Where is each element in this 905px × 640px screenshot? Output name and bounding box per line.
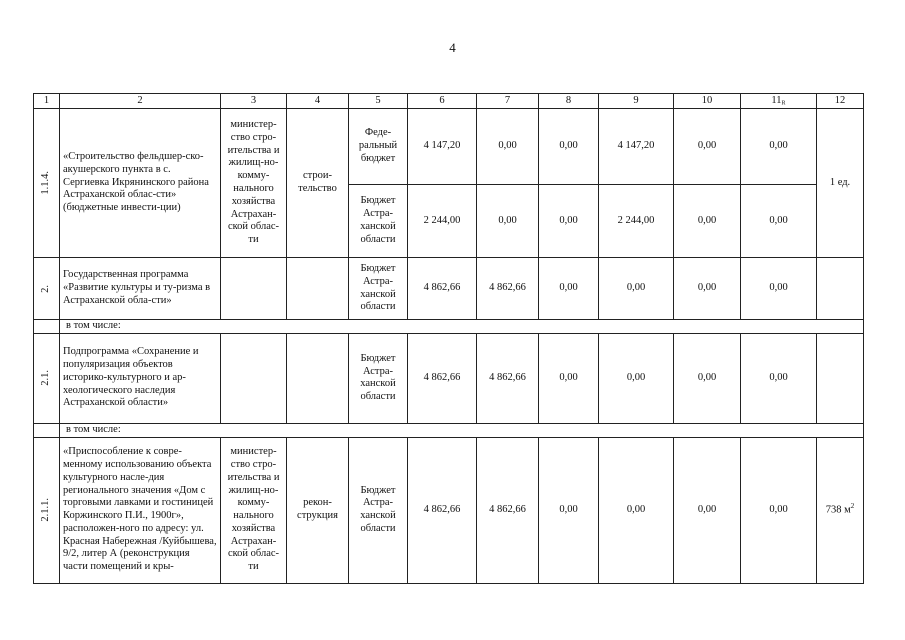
row-source: Бюджет Астра-ханской области bbox=[349, 185, 408, 258]
row-source: Феде-ральный бюджет bbox=[349, 109, 408, 185]
row-work-type: рекон-струкция bbox=[287, 437, 349, 583]
value-cell: 0,00 bbox=[539, 185, 599, 258]
row-source: Бюджет Астра-ханской области bbox=[349, 258, 408, 320]
row-source: Бюджет Астра-ханской области bbox=[349, 333, 408, 423]
value-cell: 0,00 bbox=[674, 333, 741, 423]
row-name: Подпрограмма «Сохранение и популяризация объектов историко-культурного и ар-хеологического наследия Астраханской области» bbox=[60, 333, 221, 423]
value-cell: 4 862,66 bbox=[477, 333, 539, 423]
header-cell: 6 bbox=[408, 94, 477, 109]
row-result-unit-power: 2 bbox=[850, 502, 855, 511]
header-cell bbox=[741, 94, 817, 109]
table-row bbox=[34, 423, 864, 437]
row-number-cell bbox=[34, 258, 60, 320]
value-cell: 0,00 bbox=[599, 258, 674, 320]
value-cell: 0,00 bbox=[674, 258, 741, 320]
value-cell: 0,00 bbox=[741, 333, 817, 423]
table-row bbox=[34, 109, 864, 185]
empty-cell bbox=[34, 320, 60, 334]
empty-cell bbox=[817, 333, 864, 423]
header-cell: 9 bbox=[599, 94, 674, 109]
empty-cell bbox=[287, 258, 349, 320]
empty-cell bbox=[221, 333, 287, 423]
value-cell: 2 244,00 bbox=[599, 185, 674, 258]
value-cell: 4 862,66 bbox=[408, 258, 477, 320]
table-row bbox=[34, 333, 864, 423]
empty-cell bbox=[287, 333, 349, 423]
row-result: 1 ед. bbox=[817, 109, 864, 258]
header-mark: R bbox=[781, 100, 786, 107]
value-cell: 0,00 bbox=[741, 437, 817, 583]
header-cell: 4 bbox=[287, 94, 349, 109]
value-cell: 2 244,00 bbox=[408, 185, 477, 258]
row-number-cell bbox=[34, 333, 60, 423]
value-cell: 0,00 bbox=[477, 109, 539, 185]
table-row bbox=[34, 437, 864, 583]
value-cell: 4 147,20 bbox=[408, 109, 477, 185]
row-executor: министер-ство стро-ительства и жилищ-но-комму-нального хозяйства Астрахан-ской облас-ти bbox=[221, 437, 287, 583]
value-cell: 4 862,66 bbox=[408, 333, 477, 423]
value-cell: 0,00 bbox=[477, 185, 539, 258]
header-cell: 2 bbox=[60, 94, 221, 109]
header-cell: 7 bbox=[477, 94, 539, 109]
header-cell: 8 bbox=[539, 94, 599, 109]
value-cell: 0,00 bbox=[599, 437, 674, 583]
value-cell: 0,00 bbox=[741, 258, 817, 320]
value-cell: 4 862,66 bbox=[477, 258, 539, 320]
table-row bbox=[34, 258, 864, 320]
row-source: Бюджет Астра-ханской области bbox=[349, 437, 408, 583]
value-cell: 0,00 bbox=[539, 109, 599, 185]
value-cell: 0,00 bbox=[741, 185, 817, 258]
row-result: 738 м bbox=[825, 504, 851, 516]
value-cell: 0,00 bbox=[674, 109, 741, 185]
header-row bbox=[34, 94, 864, 109]
empty-cell bbox=[34, 423, 60, 437]
header-cell-text: 11 bbox=[771, 94, 782, 106]
value-cell: 0,00 bbox=[539, 333, 599, 423]
page-number: 4 bbox=[449, 40, 456, 55]
row-name: Государственная программа «Развитие культуры и ту-ризма в Астраханской обла-сти» bbox=[60, 258, 221, 320]
including-label: в том числе: bbox=[60, 320, 864, 334]
row-executor: министер-ство стро-ительства и жилищ-но-комму-нального хозяйства Астрахан-ской облас-ти bbox=[221, 109, 287, 258]
including-label: в том числе: bbox=[60, 423, 864, 437]
row-result-cell bbox=[817, 437, 864, 583]
value-cell: 0,00 bbox=[599, 333, 674, 423]
value-cell: 0,00 bbox=[741, 109, 817, 185]
row-number-cell bbox=[34, 109, 60, 258]
value-cell: 4 147,20 bbox=[599, 109, 674, 185]
value-cell: 0,00 bbox=[539, 258, 599, 320]
value-cell: 0,00 bbox=[674, 437, 741, 583]
value-cell: 4 862,66 bbox=[408, 437, 477, 583]
header-cell: 10 bbox=[674, 94, 741, 109]
table-row bbox=[34, 320, 864, 334]
value-cell: 4 862,66 bbox=[477, 437, 539, 583]
row-number: 2. bbox=[40, 284, 52, 293]
row-work-type: строи-тельство bbox=[287, 109, 349, 258]
value-cell: 0,00 bbox=[674, 185, 741, 258]
row-number: 1.1.4. bbox=[40, 171, 52, 195]
empty-cell bbox=[817, 258, 864, 320]
value-cell: 0,00 bbox=[539, 437, 599, 583]
header-cell: 1 bbox=[34, 94, 60, 109]
row-number-cell bbox=[34, 437, 60, 583]
header-cell: 12 bbox=[817, 94, 864, 109]
row-name: «Приспособление к совре-менному использованию объекта культурного насле-дия регионального значения «Дом с торговыми лавками и гостиницей Коржинского П.И., 1900г», расположен-ного по адресу: ул. Красная Набережная /Куйбышева, 9/2, литер А (реконструкция части помещений и кры- bbox=[60, 437, 221, 583]
row-number: 2.1.1. bbox=[40, 498, 52, 522]
row-number: 2.1. bbox=[40, 370, 52, 387]
budget-table bbox=[33, 93, 864, 584]
header-cell: 3 bbox=[221, 94, 287, 109]
row-name: «Строительство фельдшер-ско-акушерского пункта в с. Сергиевка Икрянинского района Астраханской облас-сти» (бюджетные инвести-ции) bbox=[60, 109, 221, 258]
header-cell: 5 bbox=[349, 94, 408, 109]
empty-cell bbox=[221, 258, 287, 320]
